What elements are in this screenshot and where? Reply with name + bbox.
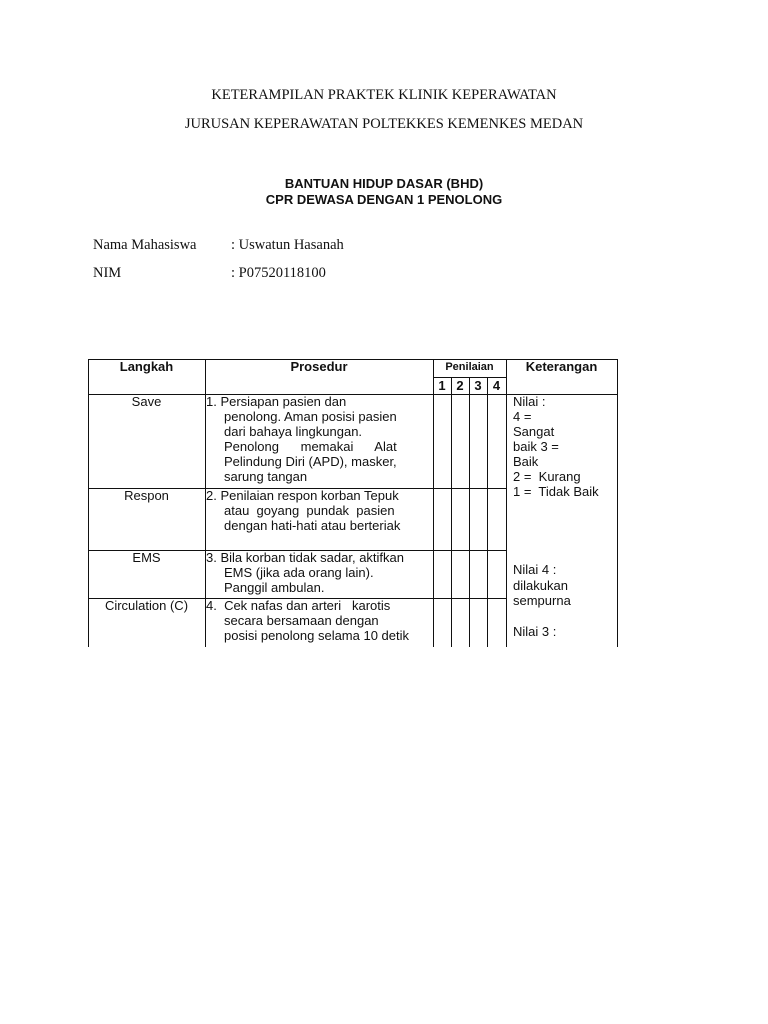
procedure-line: secara bersamaan dengan [224, 613, 379, 628]
nim-value: : P07520118100 [231, 265, 326, 281]
procedure-line: Penolong memakai Alat [224, 439, 397, 454]
keterangan-line: Baik [513, 454, 539, 469]
keterangan-line: 1 = Tidak Baik [513, 484, 599, 499]
header-subtitle: JURUSAN KEPERAWATAN POLTEKKES KEMENKES MEDAN [184, 116, 584, 132]
procedure-line: 4. Cek nafas dan arteri karotis [206, 598, 391, 613]
score-header: 3 [474, 378, 482, 393]
procedure-line: dari bahaya lingkungan. [224, 424, 363, 439]
procedure-line: atau goyang pundak pasien [224, 503, 395, 518]
step-label: Save [131, 394, 162, 409]
keterangan-line: dilakukan [513, 577, 568, 593]
keterangan-detail [513, 562, 617, 639]
keterangan-line: baik 3 = [513, 439, 559, 454]
section-title: BANTUAN HIDUP DASAR (BHD) [284, 176, 484, 191]
procedure-step [206, 550, 432, 595]
procedure-step [206, 488, 432, 533]
procedure-line: penolong. Aman posisi pasien [224, 409, 397, 424]
keterangan-line: Nilai 4 : [513, 562, 557, 577]
step-label: Respon [124, 488, 169, 503]
keterangan-line: Nilai 3 : [513, 623, 557, 639]
header-prosedur: Prosedur [290, 359, 348, 374]
step-label: EMS [132, 550, 161, 565]
table-divider [469, 377, 470, 647]
keterangan-scale [513, 394, 617, 499]
procedure-line: sarung tangan [224, 469, 308, 484]
procedure-line: Pelindung Diri (APD), masker, [224, 454, 397, 469]
step-label: Circulation (C) [104, 598, 189, 613]
header-title: KETERAMPILAN PRAKTEK KLINIK KEPERAWATAN [211, 87, 557, 103]
table-divider [433, 359, 434, 647]
keterangan-line: sempurna [513, 593, 571, 608]
procedure-table [88, 359, 618, 647]
procedure-line: 2. Penilaian respon korban Tepuk [206, 488, 399, 503]
header-langkah: Langkah [119, 359, 174, 374]
procedure-line: Panggil ambulan. [224, 580, 325, 595]
keterangan-line: 2 = Kurang [513, 469, 581, 484]
procedure-step [206, 598, 432, 643]
procedure-line: 3. Bila korban tidak sadar, aktifkan [206, 550, 405, 565]
table-border-right [617, 359, 618, 647]
table-divider [506, 359, 507, 647]
name-value: : Uswatun Hasanah [231, 237, 344, 253]
table-divider [487, 377, 488, 647]
section-subtitle: CPR DEWASA DENGAN 1 PENOLONG [265, 192, 503, 207]
nim-label: NIM [93, 265, 122, 281]
keterangan-line: Nilai : [513, 394, 546, 409]
keterangan-spacer [513, 609, 617, 624]
header-penilaian: Penilaian [445, 361, 494, 373]
procedure-line: EMS (jika ada orang lain). [224, 565, 374, 580]
score-header: 2 [456, 378, 464, 393]
header-keterangan: Keterangan [525, 359, 598, 374]
procedure-line: dengan hati-hati atau berteriak [224, 518, 401, 533]
procedure-line: posisi penolong selama 10 detik [224, 628, 410, 643]
score-header: 4 [492, 378, 501, 393]
keterangan-line: 4 = [513, 409, 532, 424]
keterangan-line: Sangat [513, 424, 555, 439]
score-header: 1 [438, 378, 446, 393]
procedure-step [206, 394, 432, 484]
name-label: Nama Mahasiswa [93, 237, 197, 253]
procedure-line: 1. Persiapan pasien dan [206, 394, 347, 409]
table-divider [451, 377, 452, 647]
